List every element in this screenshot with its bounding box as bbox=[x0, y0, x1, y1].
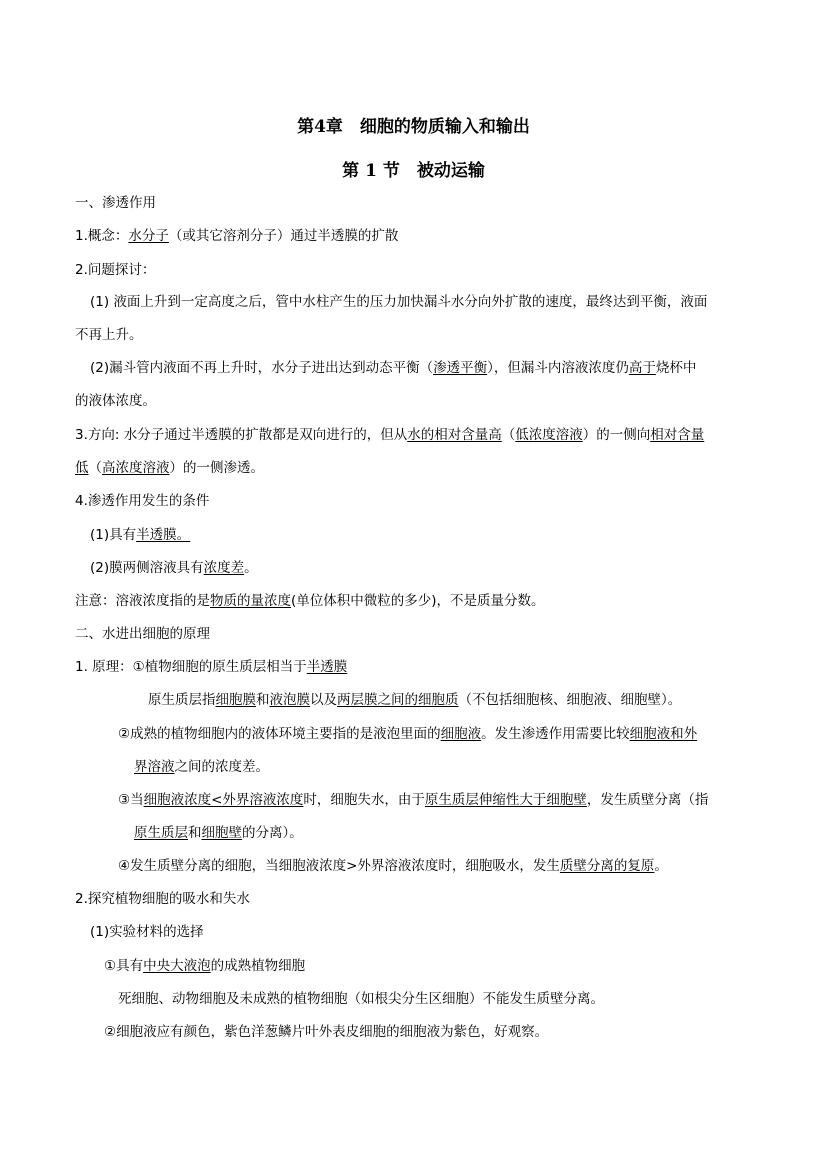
heading-water-transport: 二、水进出细胞的原理 bbox=[75, 626, 210, 642]
principle-1-detail: 原生质层指细胞膜和液泡膜以及两层膜之间的细胞质（不包括细胞核、细胞液、细胞壁）。 bbox=[148, 692, 682, 708]
concept-line: 1.概念：水分子（或其它溶剂分子）通过半透膜的扩散 bbox=[75, 228, 399, 244]
principle-3-line-2: 原生质层和细胞壁的分离）。 bbox=[134, 825, 303, 841]
note-line: 注意：溶液浓度指的是物质的量浓度(单位体积中微粒的多少)，不是质量分数。 bbox=[75, 593, 545, 609]
experiment-item-2: ②细胞液应有颜色，紫色洋葱鳞片叶外表皮细胞的细胞液为紫色，好观察。 bbox=[104, 1024, 549, 1040]
problem-1-line-2: 不再上升。 bbox=[75, 327, 143, 343]
experiment-item-1: ①具有中央大液泡的成熟植物细胞 bbox=[104, 958, 306, 974]
problem-heading: 2.问题探讨： bbox=[75, 262, 156, 278]
experiment-heading: 2.探究植物细胞的吸水和失水 bbox=[75, 891, 250, 907]
chapter-title: 第4章 细胞的物质输入和输出 bbox=[297, 117, 530, 137]
direction-line-2: 低（高浓度溶液）的一侧渗透。 bbox=[75, 460, 264, 476]
experiment-materials: (1)实验材料的选择 bbox=[90, 924, 204, 940]
principle-1: 1. 原理：①植物细胞的原生质层相当于半透膜 bbox=[75, 659, 348, 675]
condition-2: (2)膜两侧溶液具有浓度差。 bbox=[90, 560, 258, 576]
conditions-heading: 4.渗透作用发生的条件 bbox=[75, 493, 210, 509]
principle-3-line-1: ③当细胞液浓度<外界溶液浓度时，细胞失水，由于原生质层伸缩性大于细胞壁，发生质壁分离（指 bbox=[118, 792, 709, 808]
problem-2-line-1: (2)漏斗管内液面不再上升时，水分子进出达到动态平衡（渗透平衡），但漏斗内溶液浓度仍高于烧杯中 bbox=[90, 360, 697, 376]
principle-2-line-2: 界溶液之间的浓度差。 bbox=[134, 759, 269, 775]
direction-line-1: 3.方向: 水分子通过半透膜的扩散都是双向进行的，但从水的相对含量高（低浓度溶液）的一侧向相对含量 bbox=[75, 427, 705, 443]
problem-2-line-2: 的液体浓度。 bbox=[75, 393, 156, 409]
experiment-item-1-detail: 死细胞、动物细胞及未成熟的植物细胞（如根尖分生区细胞）不能发生质壁分离。 bbox=[118, 991, 604, 1007]
principle-2-line-1: ②成熟的植物细胞内的液体环境主要指的是液泡里面的细胞液。发生渗透作用需要比较细胞液和外 bbox=[118, 726, 698, 742]
principle-4: ④发生质壁分离的细胞，当细胞液浓度>外界溶液浓度时，细胞吸水，发生质壁分离的复原。 bbox=[118, 858, 668, 874]
section-title: 第 1 节 被动运输 bbox=[342, 161, 485, 181]
problem-1-line-1: (1) 液面上升到一定高度之后，管中水柱产生的压力加快漏斗水分向外扩散的速度，最终达到平衡，液面 bbox=[90, 294, 708, 310]
condition-1: (1)具有半透膜。 bbox=[90, 527, 191, 543]
heading-osmosis: 一、渗透作用 bbox=[75, 195, 156, 211]
